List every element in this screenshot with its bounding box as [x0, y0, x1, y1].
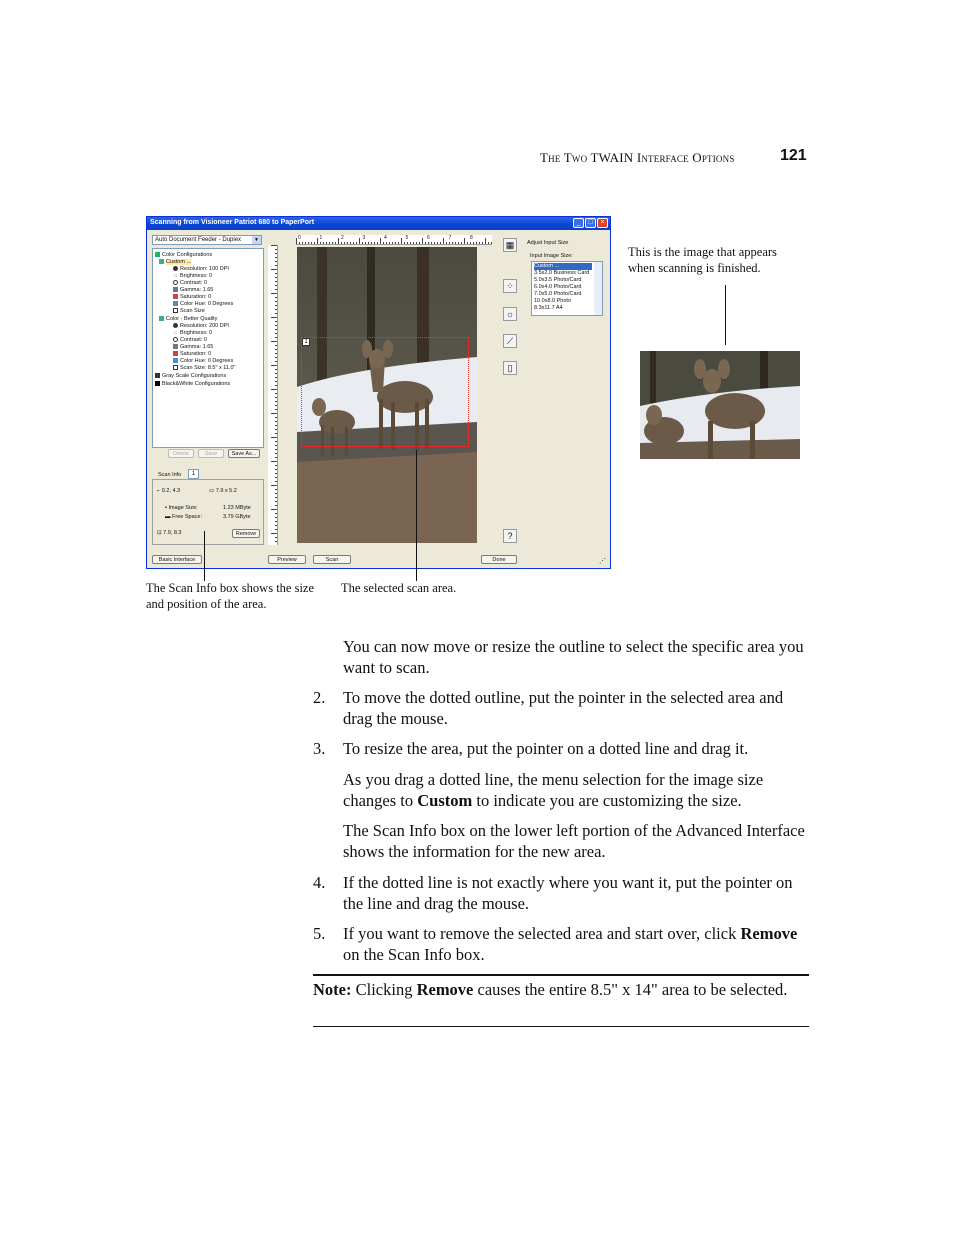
scan-dpi: ⊡ 7.9, 8.3: [157, 530, 182, 536]
ruler-tick: [383, 242, 384, 244]
tree-item[interactable]: Scan Size: 8.5" x 11.0": [173, 365, 235, 371]
vertical-ruler: [268, 245, 278, 545]
ruler-tick: [275, 377, 277, 378]
ruler-tick: [467, 242, 468, 244]
tree-item[interactable]: ☼ Brightness: 0: [173, 330, 213, 337]
ruler-tick: [275, 429, 277, 430]
ruler-tick: [416, 242, 417, 244]
done-button[interactable]: Done: [481, 555, 517, 564]
folder-icon: [155, 373, 160, 378]
callout-selected-area: The selected scan area.: [341, 581, 457, 595]
ruler-tick: [275, 537, 277, 538]
ruler-tick: [275, 453, 277, 454]
device-select-value: Auto Document Feeder - Duplex: [155, 237, 242, 243]
ruler-number: 6: [427, 235, 430, 241]
ruler-tick: [422, 238, 423, 244]
ruler-tick: [452, 242, 453, 244]
list-item[interactable]: Custom ...: [534, 263, 592, 270]
ruler-tick: [275, 441, 277, 442]
tree-item[interactable]: Resolution: 200 DPI: [173, 323, 229, 329]
ruler-tick: [275, 501, 277, 502]
contrast-icon: [173, 337, 178, 342]
image-icon: ▪: [165, 505, 169, 511]
tree-item[interactable]: Saturation: 0: [173, 351, 211, 357]
ruler-tick: [275, 265, 277, 266]
ruler-tick: [401, 238, 402, 244]
hue-icon: [173, 358, 178, 363]
ruler-tick: [275, 465, 277, 466]
ruler-tick: [395, 242, 396, 244]
ruler-tick: [461, 242, 462, 244]
help-icon[interactable]: ?: [503, 529, 517, 543]
resize-grip-icon[interactable]: ⋰: [599, 558, 606, 565]
ruler-tick: [275, 497, 277, 498]
color-dots-icon[interactable]: ⁘: [503, 279, 517, 293]
brightness-icon: ☼: [173, 273, 179, 280]
ruler-tick: [464, 238, 465, 244]
ruler-tick: [275, 521, 277, 522]
ruler-tick: [377, 242, 378, 244]
ruler-tick: [271, 365, 277, 366]
finished-scan-image: [640, 351, 800, 459]
ruler-tick: [275, 409, 277, 410]
ruler-tick: [275, 289, 277, 290]
ruler-tick: [275, 257, 277, 258]
note-top-rule: [313, 974, 809, 976]
brightness-icon: ☼: [173, 330, 179, 337]
scan-info-paragraph: The Scan Info box on the lower left portion of the Advanced Interface shows the information for the new area.: [343, 821, 805, 861]
ruler-tick: [275, 305, 277, 306]
image-size-label: ▪ Image Size:: [165, 505, 198, 511]
ruler-tick: [275, 489, 277, 490]
ruler-tick: [271, 461, 277, 462]
ruler-tick: [392, 242, 393, 244]
curve-tool-icon[interactable]: ⟋: [503, 334, 517, 348]
deer-result-picture: [640, 351, 800, 459]
ruler-tick: [374, 242, 375, 244]
ruler-tick: [275, 369, 277, 370]
remove-button[interactable]: Remove: [232, 529, 260, 538]
list-item[interactable]: 7.0x5.0 Photo/Card: [534, 291, 582, 297]
ruler-tick: [341, 242, 342, 244]
ruler-tick: [275, 385, 277, 386]
maximize-button[interactable]: □: [585, 218, 596, 228]
tree-item[interactable]: ☼ Brightness: 0: [173, 273, 213, 280]
ruler-tick: [407, 242, 408, 244]
free-space-label: ▬ Free Space:: [165, 514, 202, 520]
gamma-icon: [173, 344, 178, 349]
resolution-icon: [173, 323, 178, 328]
ruler-number: 0: [298, 235, 301, 241]
tree-item[interactable]: Color Configurations: [155, 252, 212, 258]
ruler-tick: [271, 341, 277, 342]
ruler-tick: [275, 397, 277, 398]
ruler-tick: [275, 345, 277, 346]
ruler-tick: [275, 473, 277, 474]
configuration-tree[interactable]: [152, 248, 264, 448]
close-button[interactable]: ×: [597, 218, 608, 228]
selection-number-badge: 1: [302, 338, 310, 346]
step-number: 3.: [313, 739, 326, 758]
drag-paragraph: As you drag a dotted line, the menu selection for the image size changes to Custom to indicate you are customizing the size.: [343, 770, 764, 810]
ruler-tick: [398, 242, 399, 244]
ruler-tick: [311, 242, 312, 244]
device-select[interactable]: [152, 235, 262, 245]
step-number: 4.: [313, 873, 326, 892]
scan-position: ⌐ 0.2, 4.3: [157, 488, 181, 494]
ruler-tick: [275, 329, 277, 330]
brightness-tool-icon[interactable]: ☼: [503, 307, 517, 321]
ruler-tick: [296, 238, 297, 244]
tree-item[interactable]: Resolution: 100 DPI: [173, 266, 229, 272]
ruler-tick: [356, 242, 357, 244]
ruler-tick: [275, 333, 277, 334]
save-button[interactable]: Save: [198, 449, 224, 458]
ruler-tick: [275, 425, 277, 426]
chevron-down-icon: ▼: [252, 236, 261, 244]
step-5-text: If you want to remove the selected area and start over, click Remove on the Scan Info box.: [343, 924, 798, 964]
tree-item[interactable]: Saturation: 0: [173, 294, 211, 300]
ruler-tick: [271, 317, 277, 318]
tree-item[interactable]: Contrast: 0: [173, 337, 207, 343]
scan-info-box: [152, 479, 264, 545]
tree-item[interactable]: Color Hue: 0 Degrees: [173, 301, 233, 307]
ruler-tick: [275, 449, 277, 450]
tree-item[interactable]: Scan Size: [173, 308, 205, 314]
ruler-tick: [491, 242, 492, 244]
ruler-tick: [440, 242, 441, 244]
step-4-text: If the dotted line is not exactly where you want it, put the pointer on the line and drag the mouse.: [343, 873, 793, 913]
ruler-tick: [449, 242, 450, 244]
save-as-button[interactable]: Save As...: [228, 449, 260, 458]
callout-line: [204, 531, 205, 581]
ruler-tick: [271, 245, 277, 246]
config-icon: [159, 316, 164, 321]
ruler-number: 3: [362, 235, 366, 241]
ruler-tick: [275, 517, 277, 518]
ruler-tick: [275, 445, 277, 446]
ruler-tick: [271, 389, 277, 390]
ruler-tick: [443, 238, 444, 244]
ruler-tick: [425, 242, 426, 244]
saturation-icon: [173, 351, 178, 356]
callout-scan-info: The Scan Info box shows the size and position of the area.: [146, 581, 315, 611]
step-number: 5.: [313, 924, 326, 943]
list-item[interactable]: 3.5x2.0 Business Card: [534, 270, 590, 276]
tree-item[interactable]: Gamma: 1.65: [173, 287, 213, 293]
list-item[interactable]: 6.0x4.0 Photo/Card: [534, 284, 582, 290]
ruler-tick: [271, 293, 277, 294]
ruler-tick: [275, 541, 277, 542]
scanner-window: [146, 216, 611, 569]
ruler-tick: [308, 242, 309, 244]
ruler-tick: [419, 242, 420, 244]
scan-info-label: Scan Info: [158, 472, 182, 478]
ruler-tick: [275, 481, 277, 482]
ruler-tick: [413, 242, 414, 244]
ruler-tick: [275, 493, 277, 494]
ruler-tick: [275, 253, 277, 254]
scan-size: ▭ 7.9 x 5.2: [209, 488, 237, 494]
step-2-text: To move the dotted outline, put the pointer in the selected area and drag the mouse.: [343, 688, 784, 728]
size-icon: ▭: [209, 488, 216, 494]
ruler-tick: [275, 309, 277, 310]
ruler-tick: [386, 242, 387, 244]
ruler-tick: [314, 242, 315, 244]
delete-button[interactable]: Delete: [168, 449, 194, 458]
ruler-tick: [275, 297, 277, 298]
list-scrollbar[interactable]: [594, 262, 602, 315]
ruler-tick: [470, 242, 471, 244]
ruler-tick: [275, 381, 277, 382]
ruler-tick: [275, 433, 277, 434]
ruler-tick: [275, 313, 277, 314]
adjust-size-icon[interactable]: ▦: [503, 238, 517, 252]
folder-icon: [155, 381, 160, 386]
ruler-tick: [275, 525, 277, 526]
ruler-tick: [380, 238, 381, 244]
minimize-button[interactable]: _: [573, 218, 584, 228]
ruler-tick: [275, 417, 277, 418]
ruler-tick: [353, 242, 354, 244]
resolution-icon: [173, 266, 178, 271]
ruler-tick: [275, 261, 277, 262]
ruler-tick: [476, 242, 477, 244]
ruler-tick: [275, 469, 277, 470]
ruler-tick: [350, 242, 351, 244]
ruler-tick: [332, 242, 333, 244]
ruler-tick: [320, 242, 321, 244]
step-3-text: To resize the area, put the pointer on a dotted line and drag it.: [343, 739, 749, 758]
ruler-tick: [275, 457, 277, 458]
ruler-number: 5: [405, 235, 409, 241]
scan-size-icon: [173, 308, 178, 313]
tree-item[interactable]: Color Hue: 0 Degrees: [173, 358, 233, 364]
ruler-tick: [275, 281, 277, 282]
ruler-number: 1: [319, 235, 323, 241]
ruler-tick: [302, 242, 303, 244]
ruler-number: 8: [470, 235, 473, 241]
ruler-number: 4: [384, 235, 387, 241]
ruler-tick: [275, 505, 277, 506]
ruler-tick: [323, 242, 324, 244]
callout-line: [416, 450, 417, 581]
ruler-tick: [275, 249, 277, 250]
window-titlebar: [147, 217, 610, 230]
callout-finished-image: This is the image that appears when scanning is finished.: [628, 245, 777, 275]
ruler-tick: [347, 242, 348, 244]
ruler-tick: [434, 242, 435, 244]
hue-icon: [173, 301, 178, 306]
ruler-tick: [329, 242, 330, 244]
ruler-tick: [275, 325, 277, 326]
disk-icon: ▬: [165, 514, 173, 520]
ruler-number: 7: [448, 235, 452, 241]
ruler-tick: [275, 349, 277, 350]
dpi-icon: ⊡: [157, 530, 164, 536]
running-header-title: The Two TWAIN Interface Options: [540, 150, 735, 165]
callout-line: [725, 285, 726, 345]
ruler-tick: [271, 413, 277, 414]
input-size-list[interactable]: [531, 261, 603, 316]
free-space-value: 3.79 GByte: [223, 514, 251, 520]
ruler-tick: [458, 242, 459, 244]
image-size-value: 1.23 MByte: [223, 505, 251, 511]
list-item[interactable]: 10.0x8.0 Photo: [534, 298, 572, 304]
ruler-tick: [410, 242, 411, 244]
ruler-number: 2: [341, 235, 344, 241]
ruler-tick: [275, 301, 277, 302]
ruler-tick: [275, 529, 277, 530]
ruler-tick: [368, 242, 369, 244]
ruler-tick: [305, 242, 306, 244]
saturation-icon: [173, 294, 178, 299]
tree-item[interactable]: Black&White Configurations: [155, 381, 230, 387]
ruler-tick: [271, 509, 277, 510]
ruler-tick: [275, 337, 277, 338]
scan-info-number[interactable]: 1: [188, 469, 199, 479]
scan-button[interactable]: Scan: [313, 555, 351, 564]
ruler-tick: [275, 273, 277, 274]
ruler-tick: [275, 513, 277, 514]
ruler-tick: [275, 401, 277, 402]
ruler-tick: [479, 242, 480, 244]
horizontal-ruler: [296, 235, 492, 245]
adjust-input-size-label: Adjust Input Size: [527, 240, 569, 246]
tree-item[interactable]: Gray Scale Configurations: [155, 373, 226, 379]
input-image-size-label: Input Image Size:: [530, 253, 573, 259]
ruler-tick: [275, 373, 277, 374]
ruler-tick: [271, 533, 277, 534]
tree-item[interactable]: Custom ...: [159, 259, 191, 265]
ruler-tick: [389, 242, 390, 244]
ruler-tick: [359, 238, 360, 244]
ruler-tick: [335, 242, 336, 244]
ruler-tick: [431, 242, 432, 244]
ruler-tick: [362, 242, 363, 244]
tree-item[interactable]: Gamma: 1.65: [173, 344, 213, 350]
folder-icon: [155, 252, 160, 257]
ruler-tick: [437, 242, 438, 244]
ruler-tick: [404, 242, 405, 244]
basic-interface-button[interactable]: Basic Interface: [152, 555, 202, 564]
ruler-tick: [275, 353, 277, 354]
ruler-tick: [371, 242, 372, 244]
size-tool-icon[interactable]: ▯: [503, 361, 517, 375]
intro-paragraph: You can now move or resize the outline to select the specific area you want to scan.: [343, 637, 804, 677]
ruler-tick: [473, 242, 474, 244]
note-bottom-rule: [313, 1026, 809, 1027]
selected-scan-area[interactable]: [301, 337, 469, 447]
tree-item[interactable]: Contrast: 0: [173, 280, 207, 286]
ruler-tick: [271, 437, 277, 438]
ruler-tick: [275, 393, 277, 394]
note-paragraph: Note: Clicking Remove causes the entire 8.5" x 14" area to be selected.: [313, 980, 788, 999]
preview-button[interactable]: Preview: [268, 555, 306, 564]
ruler-tick: [317, 238, 318, 244]
ruler-tick: [275, 477, 277, 478]
gamma-icon: [173, 287, 178, 292]
step-number: 2.: [313, 688, 326, 707]
tree-item[interactable]: Color - Better Quality: [159, 316, 217, 322]
list-item[interactable]: 8.3x11.7 A4: [534, 305, 563, 311]
ruler-tick: [275, 285, 277, 286]
ruler-tick: [275, 357, 277, 358]
ruler-tick: [271, 269, 277, 270]
ruler-tick: [275, 405, 277, 406]
scan-size-icon: [173, 365, 178, 370]
ruler-tick: [365, 242, 366, 244]
ruler-tick: [275, 361, 277, 362]
ruler-tick: [271, 485, 277, 486]
ruler-tick: [485, 238, 486, 244]
ruler-tick: [275, 277, 277, 278]
ruler-tick: [338, 238, 339, 244]
ruler-tick: [344, 242, 345, 244]
ruler-tick: [299, 242, 300, 244]
position-icon: ⌐: [157, 488, 162, 494]
ruler-tick: [455, 242, 456, 244]
ruler-tick: [488, 242, 489, 244]
contrast-icon: [173, 280, 178, 285]
ruler-tick: [428, 242, 429, 244]
ruler-tick: [326, 242, 327, 244]
ruler-tick: [275, 421, 277, 422]
ruler-tick: [482, 242, 483, 244]
ruler-tick: [446, 242, 447, 244]
window-title: Scanning from Visioneer Patriot 680 to PaperPort: [150, 219, 315, 226]
page-number: 121: [780, 147, 807, 164]
config-icon: [159, 259, 164, 264]
list-item[interactable]: 5.0x3.5 Photo/Card: [534, 277, 582, 283]
ruler-tick: [275, 321, 277, 322]
